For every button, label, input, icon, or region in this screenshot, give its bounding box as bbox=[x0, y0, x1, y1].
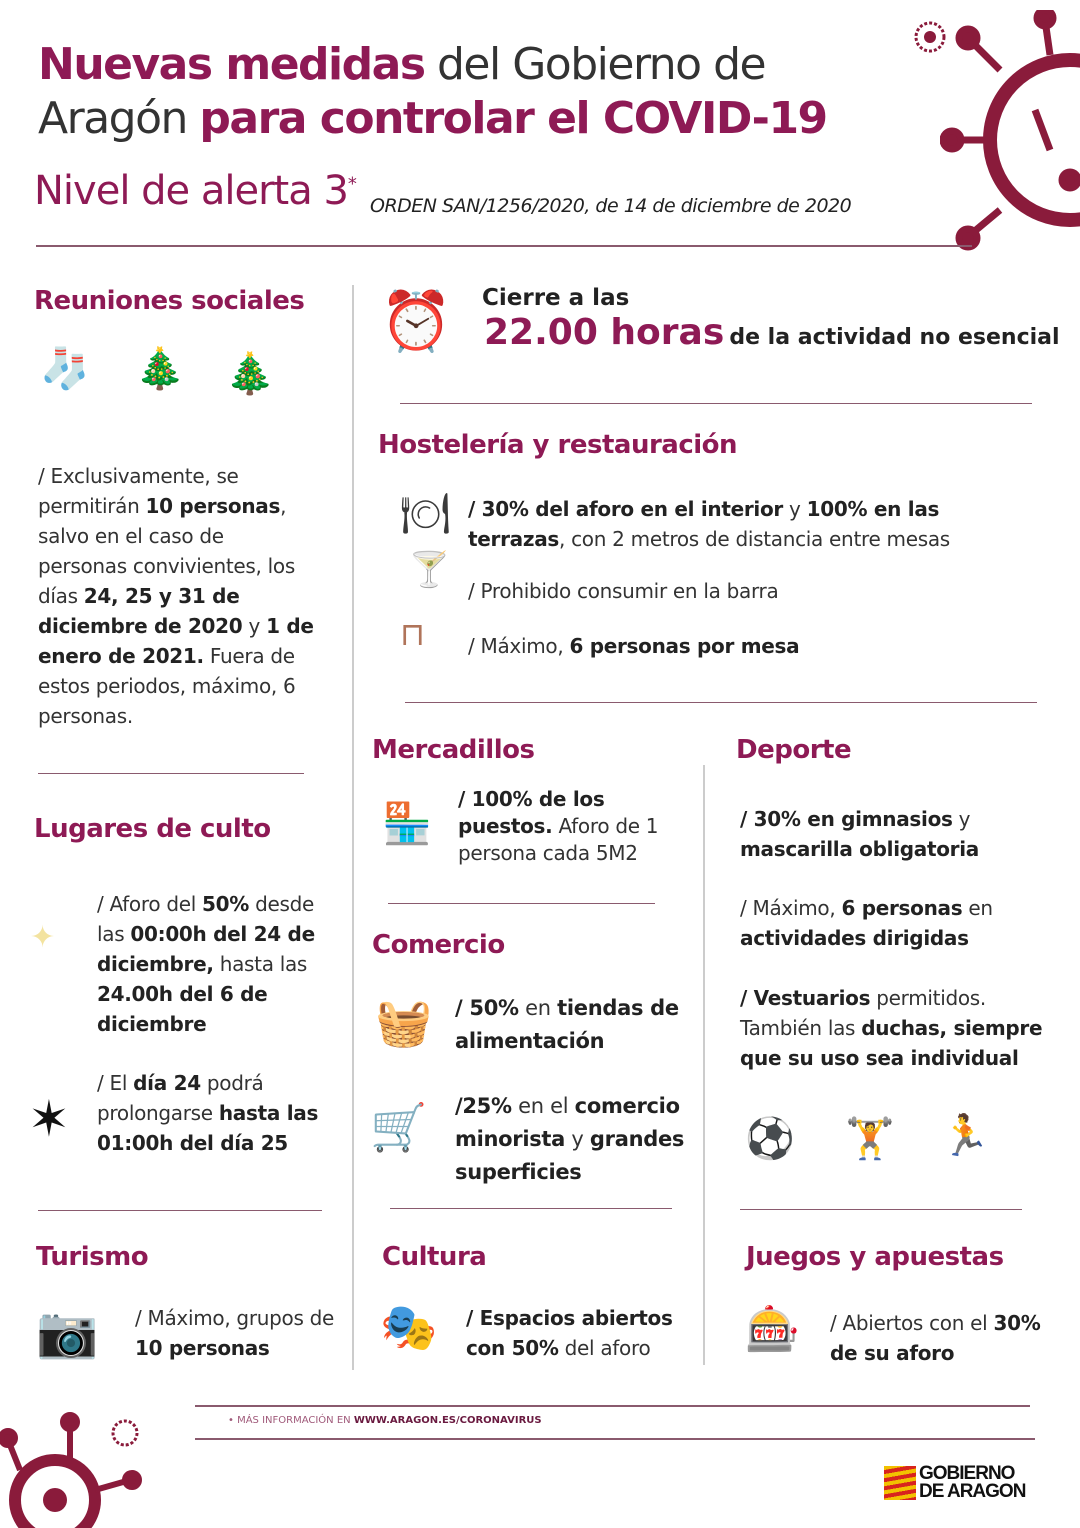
grocery-basket-icon: 🧺 bbox=[375, 995, 433, 1049]
bold-text: hasta las 01:00h del día 25 bbox=[97, 1101, 319, 1155]
hosteleria-item bbox=[468, 576, 1028, 606]
cloche-icon: 🍽 bbox=[400, 491, 451, 537]
alert-level bbox=[34, 168, 356, 214]
hosteleria-item bbox=[468, 631, 1028, 661]
divider bbox=[400, 403, 1032, 404]
bold-text: tiendas de alimentación bbox=[455, 996, 679, 1053]
text: / Abiertos con el bbox=[830, 1311, 994, 1335]
bold-text: / 30% del aforo en el interior bbox=[468, 497, 783, 521]
text: y bbox=[783, 497, 807, 521]
culto-item bbox=[97, 1068, 337, 1158]
text: del aforo bbox=[558, 1336, 651, 1360]
text: y bbox=[952, 807, 971, 831]
divider bbox=[388, 903, 655, 904]
bold-text: comercio minorista bbox=[455, 1094, 680, 1151]
more-info-label: MÁS INFORMACIÓN EN bbox=[237, 1415, 351, 1426]
section-title-comercio: Comercio bbox=[372, 930, 505, 960]
bold-text: para controlar el COVID-19 bbox=[199, 93, 827, 144]
text: hasta las bbox=[213, 952, 308, 976]
bold-text: 6 personas por mesa bbox=[569, 634, 800, 658]
bold-text: 24, 25 y 31 de diciembre de 2020 bbox=[38, 584, 243, 638]
text: del Gobierno de bbox=[424, 39, 766, 90]
bold-text: 1 de enero de 2021. bbox=[38, 614, 314, 668]
divider bbox=[38, 1210, 322, 1211]
bold-text: mascarilla obligatoria bbox=[740, 837, 979, 861]
ornaments-icon: 🎄 bbox=[225, 351, 275, 397]
divider bbox=[352, 285, 354, 1370]
table-chairs-icon: ⊓ bbox=[400, 615, 425, 653]
text: y bbox=[565, 1127, 590, 1151]
bold-text: / 30% en gimnasios bbox=[740, 807, 953, 831]
bold-text: 00:00h del 24 de diciembre, bbox=[97, 922, 315, 976]
bold-text: 100% en las terrazas bbox=[468, 497, 940, 551]
bold-text: día 24 bbox=[133, 1071, 201, 1095]
closing-post: de la actividad no esencial bbox=[729, 325, 1060, 350]
casino-chips-icon: 🎰 bbox=[745, 1304, 800, 1355]
bold-text: 50% bbox=[202, 892, 250, 916]
alert-footnote-mark: * bbox=[347, 173, 356, 195]
culto-item bbox=[97, 889, 347, 1039]
hosteleria-item bbox=[468, 494, 1038, 554]
section-title-turismo: Turismo bbox=[36, 1242, 149, 1272]
bold-text: Nuevas medidas bbox=[38, 39, 425, 90]
bold-text: actividades dirigidas bbox=[740, 926, 969, 950]
more-info: • MÁS INFORMACIÓN EN WWW.ARAGON.ES/CORONAVIRUS bbox=[228, 1415, 542, 1426]
alert-level-text: Nivel de alerta 3 bbox=[34, 168, 348, 214]
logo-line-1: GOBIERNO bbox=[919, 1463, 1015, 1484]
section-title-culto: Lugares de culto bbox=[34, 814, 271, 844]
bold-text: / Vestuarios bbox=[740, 986, 871, 1010]
section-title-cultura: Cultura bbox=[382, 1242, 487, 1272]
text: / Máximo, grupos de bbox=[135, 1306, 335, 1330]
section-title-hosteleria: Hostelería y restauración bbox=[378, 430, 738, 460]
comercio-item bbox=[455, 1090, 700, 1189]
section-title-mercadillos: Mercadillos bbox=[372, 735, 535, 765]
text: , con 2 metros de distancia entre mesas bbox=[559, 527, 950, 551]
bold-text: 6 personas bbox=[841, 896, 963, 920]
market-stall-icon: 🏪 bbox=[382, 801, 432, 847]
text: podrá prolongarse bbox=[97, 1071, 264, 1125]
bold-text: 30% de su aforo bbox=[830, 1311, 1041, 1365]
bold-text: duchas, siempre que su uso sea individual bbox=[740, 1016, 1043, 1070]
divider bbox=[390, 1208, 672, 1209]
title-line-1 bbox=[38, 38, 827, 92]
text: / Prohibido consumir en la barra bbox=[468, 579, 779, 603]
text: / Máximo, bbox=[740, 896, 842, 920]
divider bbox=[38, 773, 304, 774]
small-virus-icon bbox=[905, 12, 955, 62]
bold-text: 10 personas bbox=[135, 1336, 270, 1360]
theater-masks-icon: 🎭 bbox=[380, 1300, 438, 1354]
text: desde las bbox=[97, 892, 315, 946]
order-reference: ORDEN SAN/1256/2020, de 14 de diciembre de 2020 bbox=[370, 195, 852, 217]
title-line-2 bbox=[38, 92, 827, 146]
section-title-juegos: Juegos y apuestas bbox=[746, 1242, 1004, 1272]
bold-text: / Espacios abiertos con 50% bbox=[466, 1306, 673, 1360]
deporte-item bbox=[740, 893, 1060, 953]
text: en bbox=[962, 896, 993, 920]
text: / Aforo del bbox=[97, 892, 203, 916]
alarm-clock-icon: ⏰ bbox=[380, 287, 453, 355]
sparkle-icon: ✦ bbox=[30, 920, 56, 955]
cocktail-icon: 🍸 bbox=[408, 550, 451, 590]
section-title-deporte: Deporte bbox=[736, 735, 852, 765]
text: en bbox=[518, 996, 558, 1020]
turismo-text bbox=[135, 1303, 345, 1363]
bold-text: 10 personas bbox=[145, 494, 281, 518]
runner-icon: 🏃 bbox=[940, 1113, 990, 1159]
aragon-flag-icon bbox=[884, 1466, 916, 1500]
text: Fuera de estos periodos, máximo, 6 personas. bbox=[38, 644, 296, 728]
cultura-text bbox=[466, 1303, 696, 1363]
closing-time-line bbox=[484, 312, 1060, 353]
logo-line-2: DE ARAGON bbox=[919, 1481, 1026, 1502]
more-info-link[interactable]: WWW.ARAGON.ES/CORONAVIRUS bbox=[353, 1415, 542, 1426]
page-title bbox=[38, 38, 827, 146]
text: Aragón bbox=[38, 93, 200, 144]
divider bbox=[405, 702, 1037, 703]
bold-text: grandes superficies bbox=[455, 1127, 685, 1184]
text: / Exclusivamente, se permitirán bbox=[38, 464, 239, 518]
divider bbox=[703, 765, 705, 1365]
virus-icon bbox=[0, 1400, 160, 1528]
text: Aforo de 1 persona cada 5M2 bbox=[458, 814, 659, 865]
gobierno-aragon-logo bbox=[884, 1465, 1025, 1501]
bold-text: /25% bbox=[455, 1094, 512, 1118]
shopping-cart-icon: 🛒 bbox=[370, 1100, 428, 1154]
soccer-ball-icon: ⚽ bbox=[745, 1116, 795, 1162]
camera-icon: 📷 bbox=[36, 1303, 99, 1361]
section-title-reuniones: Reuniones sociales bbox=[34, 286, 305, 316]
mercadillos-text bbox=[458, 786, 678, 867]
bold-text: 24.00h del 6 de diciembre bbox=[97, 982, 268, 1036]
christmas-stocking-icon: 🧦 bbox=[40, 346, 90, 392]
deporte-item bbox=[740, 983, 1060, 1073]
star-icon: ✶ bbox=[28, 1090, 70, 1148]
weightlifter-icon: 🏋 bbox=[845, 1116, 895, 1162]
deporte-item bbox=[740, 804, 1060, 864]
juegos-text bbox=[830, 1308, 1050, 1368]
comercio-item bbox=[455, 992, 695, 1058]
virus-icon bbox=[940, 10, 1080, 260]
bold-text: / 50% bbox=[455, 996, 519, 1020]
text: permitidos. También las bbox=[740, 986, 986, 1040]
reuniones-text bbox=[38, 461, 318, 731]
text: , salvo en el caso de personas convivientes, los días bbox=[38, 494, 295, 608]
closing-time: 22.00 horas bbox=[484, 312, 725, 353]
christmas-tree-icon: 🎄 bbox=[135, 346, 185, 392]
text: / Máximo, bbox=[468, 634, 570, 658]
divider bbox=[740, 1209, 1022, 1210]
divider bbox=[195, 1438, 1035, 1440]
closing-pre: Cierre a las bbox=[482, 285, 630, 311]
text: / El bbox=[97, 1071, 134, 1095]
divider bbox=[36, 245, 972, 247]
bold-text: / 100% de los puestos. bbox=[458, 787, 605, 838]
text: en el bbox=[511, 1094, 575, 1118]
divider bbox=[195, 1405, 1030, 1407]
text: y bbox=[242, 614, 267, 638]
